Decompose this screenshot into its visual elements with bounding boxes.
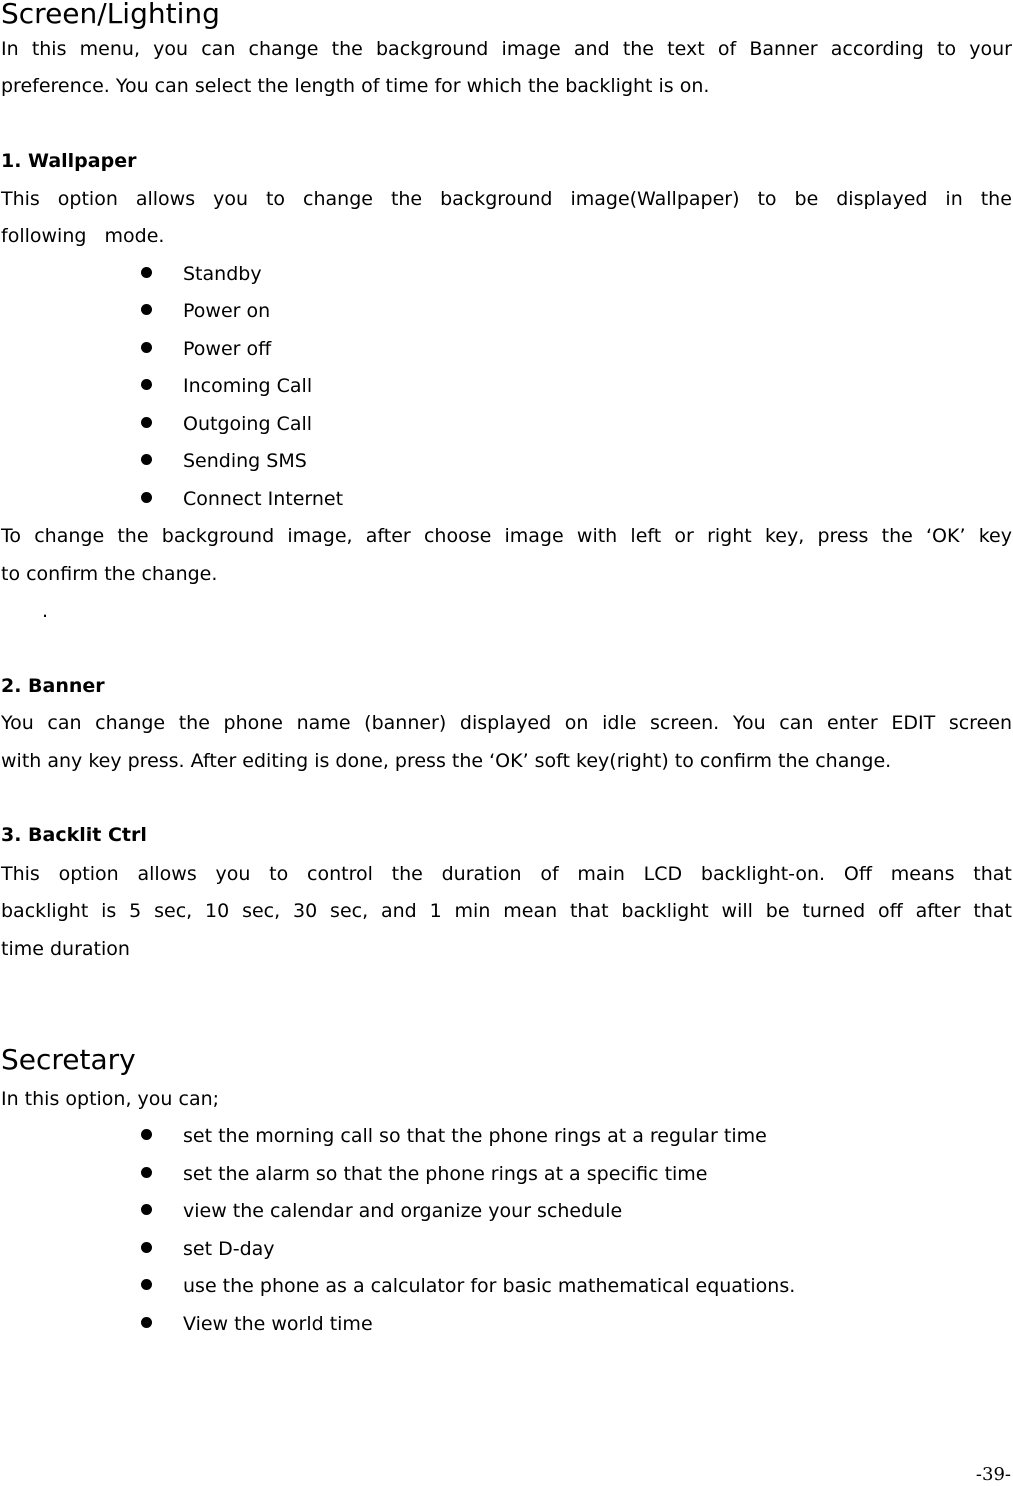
- word: means: [890, 863, 955, 885]
- list-item-label: set D-day: [183, 1238, 275, 1260]
- wallpaper-desc-line-2: following mode.: [1, 225, 165, 247]
- list-item-label: Power off: [183, 338, 272, 360]
- intro-line-1: [1, 38, 1012, 60]
- heading-banner: 2. Banner: [1, 675, 105, 697]
- bullet-icon: [141, 454, 152, 465]
- word: the: [391, 863, 423, 885]
- bullet-icon: [141, 1242, 152, 1253]
- list-item-secretary: [141, 1200, 622, 1222]
- list-item-label: Power on: [183, 300, 271, 322]
- word: you: [213, 188, 249, 210]
- backlit-line-3: time duration: [1, 938, 130, 960]
- list-item-label: Connect Internet: [183, 488, 344, 510]
- word: in: [945, 188, 963, 210]
- bullet-icon: [141, 1317, 152, 1328]
- word: option: [57, 188, 118, 210]
- note-text: To change the background image, after choose image with left or right key, press the ‘OK’ key: [1, 525, 1012, 547]
- word: to: [265, 188, 286, 210]
- word: change: [303, 188, 373, 210]
- wallpaper-desc-line-1: [1, 188, 1012, 210]
- list-item-label: set the morning call so that the phone rings at a regular time: [183, 1125, 767, 1147]
- banner-line-2: with any key press. After editing is done, press the ‘OK’ soft key(right) to confirm the change.: [1, 750, 892, 772]
- word: control: [307, 863, 373, 885]
- word: the: [980, 188, 1012, 210]
- secretary-intro: In this option, you can;: [1, 1088, 220, 1110]
- heading-wallpaper: 1. Wallpaper: [1, 150, 137, 172]
- section-title-secretary: Secretary: [1, 1043, 136, 1076]
- bullet-icon: [141, 417, 152, 428]
- list-item-secretary: [141, 1125, 767, 1147]
- list-item-label: set the alarm so that the phone rings at a specific time: [183, 1163, 708, 1185]
- bullet-icon: [141, 1129, 152, 1140]
- bullet-icon: [141, 342, 152, 353]
- banner-line-1: [1, 712, 1012, 734]
- list-item-label: Sending SMS: [183, 450, 307, 472]
- list-item-mode: [141, 450, 307, 472]
- banner-text: You can change the phone name (banner) displayed on idle screen. You can enter EDIT screen: [1, 712, 1012, 734]
- bullet-icon: [141, 1279, 152, 1290]
- word: background: [440, 188, 553, 210]
- word: This: [1, 863, 40, 885]
- intro-text: In this menu, you can change the background image and the text of Banner according to your: [1, 38, 1012, 60]
- word: main: [577, 863, 625, 885]
- list-item-label: Incoming Call: [183, 375, 313, 397]
- bullet-icon: [141, 492, 152, 503]
- word: of: [540, 863, 559, 885]
- list-item-label: View the world time: [183, 1313, 373, 1335]
- word: that: [973, 863, 1012, 885]
- backlit-line-2: [1, 900, 1012, 922]
- word: to: [269, 863, 289, 885]
- list-item-mode: [141, 263, 262, 285]
- backlit-line-1: [1, 863, 1012, 885]
- word: you: [215, 863, 251, 885]
- list-item-secretary: [141, 1238, 275, 1260]
- list-item-secretary: [141, 1163, 708, 1185]
- word: the: [390, 188, 423, 210]
- list-item-mode: [141, 300, 270, 322]
- list-item-secretary: [141, 1313, 373, 1335]
- list-item-label: view the calendar and organize your schedule: [183, 1200, 623, 1222]
- word: to: [757, 188, 777, 210]
- bullet-icon: [141, 267, 152, 278]
- wallpaper-note-line-1: [1, 525, 1012, 547]
- list-item-mode: [141, 375, 312, 397]
- word: option: [58, 863, 119, 885]
- list-item-label: Standby: [183, 263, 262, 285]
- word: backlight-on.: [700, 863, 826, 885]
- word: image(Wallpaper): [570, 188, 740, 210]
- backlit-text: backlight is 5 sec, 10 sec, 30 sec, and 1 min mean that backlight will be turned off after that: [1, 900, 1012, 922]
- section-title-screen-lighting: Screen/Lighting: [1, 0, 220, 30]
- page-number: -39-: [975, 1464, 1011, 1485]
- wallpaper-note-line-2: to confirm the change.: [1, 563, 218, 585]
- word: allows: [137, 863, 197, 885]
- word: displayed: [836, 188, 928, 210]
- list-item-label: Outgoing Call: [183, 413, 313, 435]
- stray-dot: .: [42, 600, 49, 622]
- list-item-mode: [141, 338, 271, 360]
- word: be: [794, 188, 819, 210]
- word: Off: [843, 863, 872, 885]
- bullet-icon: [141, 1204, 152, 1215]
- list-item-mode: [141, 413, 312, 435]
- bullet-icon: [141, 304, 152, 315]
- list-item-secretary: [141, 1275, 795, 1297]
- list-item-label: use the phone as a calculator for basic mathematical equations.: [183, 1275, 796, 1297]
- heading-backlit-ctrl: 3. Backlit Ctrl: [1, 824, 147, 846]
- intro-line-2: preference. You can select the length of time for which the backlight is on.: [1, 75, 710, 97]
- word: duration: [441, 863, 522, 885]
- bullet-icon: [141, 379, 152, 390]
- word: LCD: [643, 863, 683, 885]
- word: allows: [135, 188, 196, 210]
- bullet-icon: [141, 1167, 152, 1178]
- list-item-mode: [141, 488, 343, 510]
- word: This: [1, 188, 40, 210]
